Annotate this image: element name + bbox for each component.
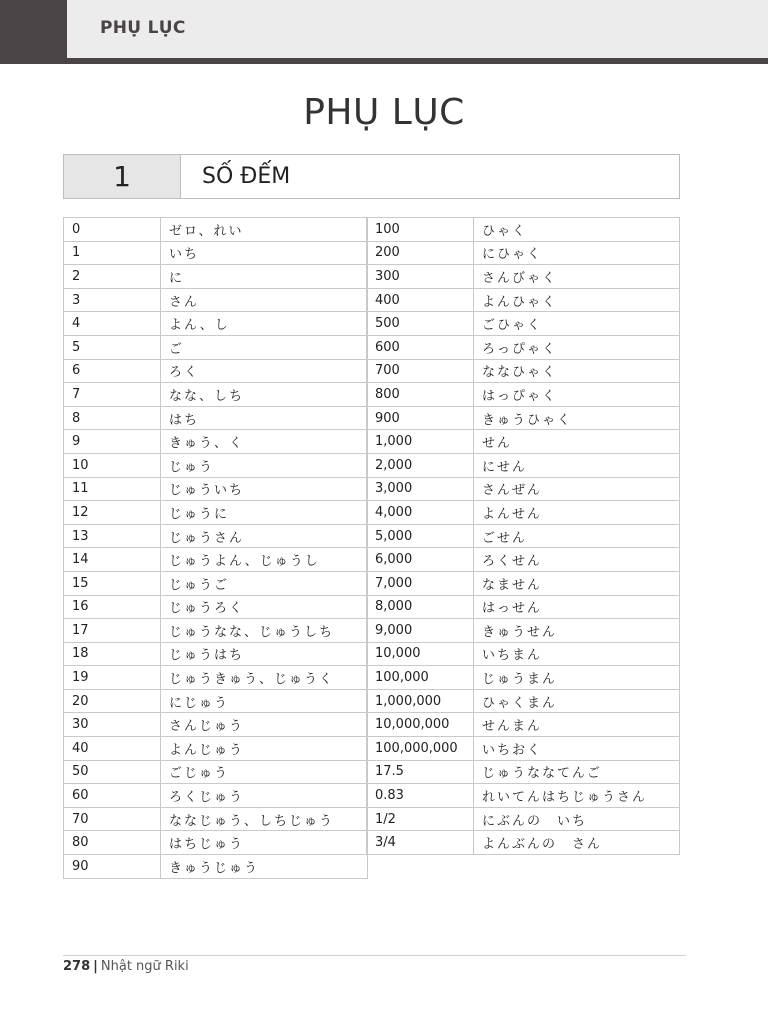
number-cell: 8 (64, 406, 161, 430)
reading-cell: れいてんはちじゅうさん (474, 784, 680, 808)
reading-cell: さんびゃく (474, 265, 680, 289)
number-cell: 9 (64, 430, 161, 454)
reading-cell: いちまん (474, 642, 680, 666)
table-row (64, 689, 368, 713)
reading-cell: はちじゅう (161, 831, 368, 855)
number-cell: 20 (64, 689, 161, 713)
reading-cell: ゼロ、れい (161, 218, 368, 242)
reading-cell: にぶんの いち (474, 807, 680, 831)
number-cell: 18 (64, 642, 161, 666)
reading-cell: じゅうよん、じゅうし (161, 548, 368, 572)
table-row (64, 383, 368, 407)
table-row (367, 666, 680, 690)
number-cell: 12 (64, 501, 161, 525)
reading-cell: ごじゅう (161, 760, 368, 784)
number-cell: 10,000 (367, 642, 474, 666)
table-row (367, 548, 680, 572)
reading-cell: ろっぴゃく (474, 335, 680, 359)
number-cell: 400 (367, 288, 474, 312)
table-row (367, 383, 680, 407)
reading-cell: ろくじゅう (161, 784, 368, 808)
table-row (64, 312, 368, 336)
table-row (367, 760, 680, 784)
reading-cell: じゅうななてんご (474, 760, 680, 784)
reading-cell: よんせん (474, 501, 680, 525)
table-row (64, 595, 368, 619)
reading-cell: ごひゃく (474, 312, 680, 336)
number-cell: 60 (64, 784, 161, 808)
number-cell: 1/2 (367, 807, 474, 831)
reading-cell: じゅう (161, 453, 368, 477)
table-row (64, 406, 368, 430)
number-cell: 100,000,000 (367, 737, 474, 761)
table-row (367, 265, 680, 289)
reading-cell: じゅうまん (474, 666, 680, 690)
reading-cell: はっせん (474, 595, 680, 619)
table-row (367, 430, 680, 454)
number-cell: 7,000 (367, 571, 474, 595)
number-cell: 13 (64, 524, 161, 548)
number-cell: 300 (367, 265, 474, 289)
table-row (64, 666, 368, 690)
number-cell: 16 (64, 595, 161, 619)
number-cell: 30 (64, 713, 161, 737)
number-cell: 4,000 (367, 501, 474, 525)
running-header: PHỤ LỤC (100, 18, 186, 38)
table-row (64, 571, 368, 595)
table-row (367, 713, 680, 737)
number-cell: 10,000,000 (367, 713, 474, 737)
number-cell: 8,000 (367, 595, 474, 619)
table-row (367, 784, 680, 808)
table-row (367, 619, 680, 643)
table-row (367, 477, 680, 501)
number-cell: 2 (64, 265, 161, 289)
reading-cell: はち (161, 406, 368, 430)
table-row (367, 312, 680, 336)
table-row (367, 642, 680, 666)
number-cell: 600 (367, 335, 474, 359)
reading-cell: ひゃくまん (474, 689, 680, 713)
number-cell: 1,000,000 (367, 689, 474, 713)
reading-cell: じゅうきゅう、じゅうく (161, 666, 368, 690)
reading-cell: さん (161, 288, 368, 312)
reading-cell: さんぜん (474, 477, 680, 501)
number-cell: 10 (64, 453, 161, 477)
number-cell: 5 (64, 335, 161, 359)
number-cell: 6 (64, 359, 161, 383)
reading-cell: ろくせん (474, 548, 680, 572)
table-row (64, 453, 368, 477)
reading-cell: に (161, 265, 368, 289)
table-row (367, 453, 680, 477)
table-row (64, 501, 368, 525)
reading-cell: なな、しち (161, 383, 368, 407)
reading-cell: にじゅう (161, 689, 368, 713)
number-cell: 50 (64, 760, 161, 784)
table-row (64, 831, 368, 855)
reading-cell: きゅうせん (474, 619, 680, 643)
reading-cell: よんじゅう (161, 737, 368, 761)
reading-cell: にひゃく (474, 241, 680, 265)
page-number: 278 (63, 959, 91, 974)
table-row (367, 359, 680, 383)
reading-cell: じゅうに (161, 501, 368, 525)
reading-cell: はっぴゃく (474, 383, 680, 407)
number-cell: 800 (367, 383, 474, 407)
footer (63, 959, 189, 974)
number-cell: 1 (64, 241, 161, 265)
number-cell: 80 (64, 831, 161, 855)
reading-cell: じゅうろく (161, 595, 368, 619)
reading-cell: いちおく (474, 737, 680, 761)
number-cell: 14 (64, 548, 161, 572)
footer-separator: | (93, 959, 98, 974)
reading-cell: きゅう、く (161, 430, 368, 454)
reading-cell: さんじゅう (161, 713, 368, 737)
reading-cell: いち (161, 241, 368, 265)
reading-cell: じゅういち (161, 477, 368, 501)
number-cell: 200 (367, 241, 474, 265)
reading-cell: じゅうなな、じゅうしち (161, 619, 368, 643)
table-row (64, 784, 368, 808)
table-row (367, 288, 680, 312)
number-cell: 11 (64, 477, 161, 501)
number-cell: 3/4 (367, 831, 474, 855)
number-cell: 700 (367, 359, 474, 383)
reading-cell: じゅうはち (161, 642, 368, 666)
number-cell: 900 (367, 406, 474, 430)
table-row (64, 359, 368, 383)
table-row (367, 689, 680, 713)
number-cell: 2,000 (367, 453, 474, 477)
table-row (367, 807, 680, 831)
reading-cell: きゅうひゃく (474, 406, 680, 430)
table-row (64, 619, 368, 643)
number-cell: 6,000 (367, 548, 474, 572)
number-cell: 19 (64, 666, 161, 690)
table-row (64, 642, 368, 666)
table-row (367, 241, 680, 265)
number-cell: 17.5 (367, 760, 474, 784)
number-cell: 70 (64, 807, 161, 831)
number-cell: 100,000 (367, 666, 474, 690)
number-cell: 500 (367, 312, 474, 336)
table-row (64, 855, 368, 879)
reading-cell: ひゃく (474, 218, 680, 242)
numbers-table-left (63, 217, 368, 879)
reading-cell: ろく (161, 359, 368, 383)
number-cell: 40 (64, 737, 161, 761)
table-row (64, 265, 368, 289)
table-row (367, 524, 680, 548)
table-row (64, 548, 368, 572)
table-row (64, 760, 368, 784)
reading-cell: ご (161, 335, 368, 359)
number-cell: 7 (64, 383, 161, 407)
reading-cell: じゅうさん (161, 524, 368, 548)
reading-cell: じゅうご (161, 571, 368, 595)
table-row (367, 831, 680, 855)
number-cell: 100 (367, 218, 474, 242)
footer-divider (63, 955, 686, 956)
table-row (367, 571, 680, 595)
table-row (64, 241, 368, 265)
section-heading (63, 154, 680, 199)
reading-cell: なません (474, 571, 680, 595)
number-cell: 90 (64, 855, 161, 879)
number-cell: 4 (64, 312, 161, 336)
table-row (64, 524, 368, 548)
section-number: 1 (64, 155, 181, 198)
table-row (367, 335, 680, 359)
table-row (367, 218, 680, 242)
table-row (64, 430, 368, 454)
number-cell: 0 (64, 218, 161, 242)
reading-cell: ごせん (474, 524, 680, 548)
reading-cell: ななひゃく (474, 359, 680, 383)
reading-cell: にせん (474, 453, 680, 477)
page-title: PHỤ LỤC (303, 92, 465, 133)
number-cell: 5,000 (367, 524, 474, 548)
reading-cell: せんまん (474, 713, 680, 737)
book-title: Nhật ngữ Riki (100, 959, 189, 974)
number-cell: 3 (64, 288, 161, 312)
table-row (64, 713, 368, 737)
number-cell: 15 (64, 571, 161, 595)
number-cell: 3,000 (367, 477, 474, 501)
reading-cell: きゅうじゅう (161, 855, 368, 879)
table-row (367, 737, 680, 761)
table-row (64, 807, 368, 831)
reading-cell: ななじゅう、しちじゅう (161, 807, 368, 831)
table-row (64, 737, 368, 761)
section-title: SỐ ĐẾM (202, 164, 291, 189)
reading-cell: よんひゃく (474, 288, 680, 312)
table-row (64, 218, 368, 242)
number-cell: 0.83 (367, 784, 474, 808)
table-row (367, 595, 680, 619)
number-cell: 9,000 (367, 619, 474, 643)
reading-cell: よん、し (161, 312, 368, 336)
reading-cell: せん (474, 430, 680, 454)
numbers-table-right (366, 217, 680, 855)
table-row (64, 335, 368, 359)
table-row (367, 406, 680, 430)
table-row (367, 501, 680, 525)
number-cell: 1,000 (367, 430, 474, 454)
table-row (64, 477, 368, 501)
reading-cell: よんぶんの さん (474, 831, 680, 855)
number-cell: 17 (64, 619, 161, 643)
table-row (64, 288, 368, 312)
